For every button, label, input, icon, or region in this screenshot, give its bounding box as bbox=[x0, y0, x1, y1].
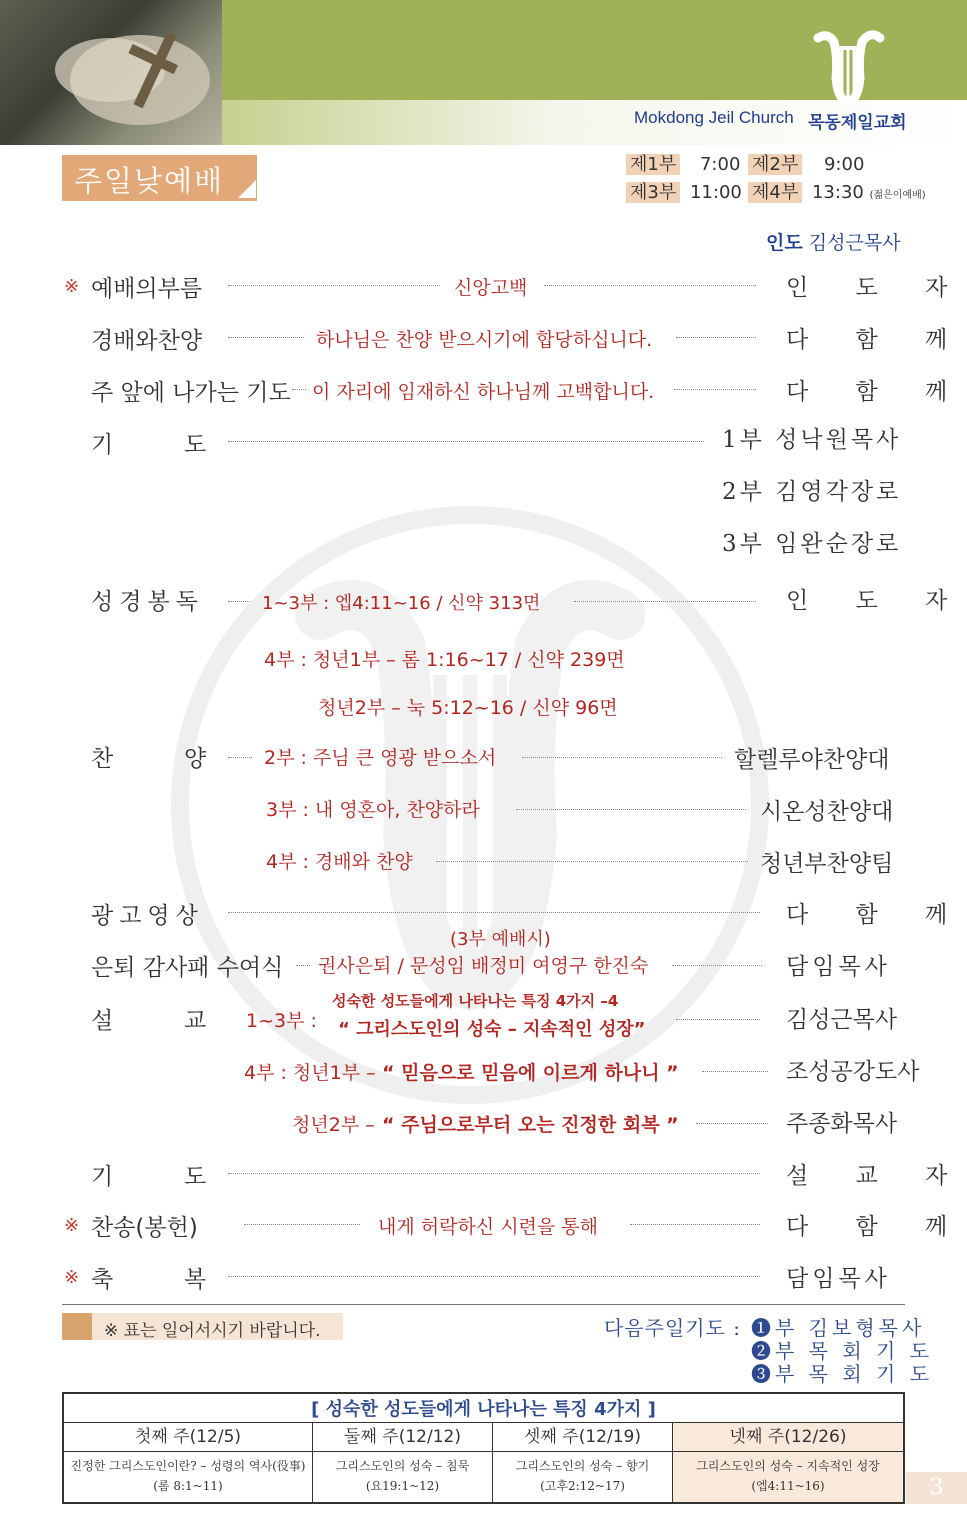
stand-note: ※ 표는 일어서시기 바랍니다. bbox=[104, 1321, 321, 1341]
stand-mark: ※ bbox=[64, 276, 80, 297]
retire-label: 은퇴 감사패 수여식 bbox=[91, 955, 284, 981]
service-1 bbox=[626, 153, 740, 177]
leader-dots bbox=[574, 601, 756, 602]
retire-right: 담임목사 bbox=[786, 954, 891, 980]
sermon-5-prefix: 청년2부 – bbox=[292, 1114, 375, 1136]
church-name-korean: 목동제일교회 bbox=[808, 113, 907, 132]
sermon-label-a: 설 bbox=[91, 1008, 114, 1034]
anthem-right-2: 시온성찬양대 bbox=[760, 799, 894, 825]
leader-dots bbox=[228, 285, 440, 286]
service-2-time: 9:00 bbox=[823, 154, 865, 175]
divider bbox=[62, 1304, 905, 1305]
table-cell-1-line1: 진정한 그리스도인이란? – 성령의 역사(役事) bbox=[70, 1459, 306, 1473]
leader-dots bbox=[702, 1071, 768, 1072]
anthem-content-1: 2부 : 주님 큰 영광 받으소서 bbox=[264, 747, 497, 769]
prayer-right-1: 1부 성낙원목사 bbox=[722, 427, 902, 453]
page-number: 3 bbox=[906, 1472, 967, 1504]
table-head-4 bbox=[672, 1423, 903, 1451]
leader-dots bbox=[696, 1123, 768, 1124]
leader-dots bbox=[436, 861, 748, 862]
table-cell-4-line1: 그리스도인의 성숙 – 지속적인 성장 bbox=[696, 1459, 880, 1473]
corner-triangle-icon bbox=[238, 180, 256, 202]
leader-name: 김성근목사 bbox=[808, 232, 901, 254]
anthem-content-3: 4부 : 경배와 찬양 bbox=[266, 851, 413, 873]
leader-dots bbox=[244, 1224, 360, 1225]
praise-content: 하나님은 찬양 받으시기에 합당하십니다. bbox=[316, 329, 653, 351]
reading-label: 성경봉독 bbox=[91, 589, 204, 615]
anthem-right-1: 할렐루야찬양대 bbox=[734, 747, 890, 773]
leader-dots bbox=[228, 757, 252, 758]
praise-right: 다 함 께 bbox=[786, 327, 967, 353]
table-cell-3-line2: (고후2:12~17) bbox=[540, 1479, 625, 1493]
church-name-english: Mokdong Jeil Church bbox=[634, 108, 794, 127]
service-3 bbox=[626, 181, 742, 205]
sermon-4-title: “ 믿음으로 믿음에 이르게 하나니 ” bbox=[382, 1062, 679, 1084]
sermon-5-title: “ 주님으로부터 오는 진정한 회복 ” bbox=[382, 1114, 679, 1136]
sermon-title: “ 그리스도인의 성숙 – 지속적인 성장” bbox=[338, 1019, 646, 1040]
reading-content-3: 청년2부 – 눅 5:12~16 / 신약 96면 bbox=[318, 697, 618, 719]
reading-content-2: 4부 : 청년1부 – 롬 1:16~17 / 신약 239면 bbox=[264, 649, 625, 671]
sermon-4-prefix: 4부 : 청년1부 – bbox=[244, 1062, 376, 1084]
leader-dots bbox=[228, 912, 760, 913]
service-4 bbox=[748, 181, 926, 205]
table-cell-4-line2: (엡4:11~16) bbox=[751, 1479, 825, 1493]
approach-prayer-right: 다 함 께 bbox=[786, 379, 967, 405]
stand-mark: ※ bbox=[64, 1215, 80, 1236]
service-4-label: 제4부 bbox=[748, 182, 802, 203]
prayer-label-b: 도 bbox=[184, 432, 207, 458]
reading-content: 1~3부 : 엡4:11~16 / 신약 313면 bbox=[262, 593, 541, 614]
leader-dots bbox=[630, 1224, 760, 1225]
leader-dots bbox=[676, 337, 756, 338]
call-to-worship-content: 신앙고백 bbox=[454, 277, 528, 299]
leader-line bbox=[766, 228, 901, 255]
table-cell-2-line1: 그리스도인의 성숙 – 침묵 bbox=[335, 1459, 470, 1473]
hymn-content: 내게 허락하신 시련을 통해 bbox=[378, 1216, 599, 1238]
page-title: 주일낮예배 bbox=[74, 164, 225, 198]
next-prayer-label: 다음주일기도 : bbox=[604, 1316, 742, 1340]
video-label: 광고영상 bbox=[91, 903, 204, 929]
leader-dots bbox=[544, 285, 756, 286]
leader-dots bbox=[672, 965, 762, 966]
service-3-time: 11:00 bbox=[689, 182, 742, 203]
series-table-title: [ 성숙한 성도들에게 나타나는 특징 4가지 ] bbox=[311, 1399, 656, 1420]
leader-dots bbox=[522, 757, 722, 758]
praise-label: 경배와찬양 bbox=[91, 328, 203, 354]
approach-prayer-content: 이 자리에 임재하신 하나님께 고백합니다. bbox=[312, 381, 655, 403]
table-cell-3-line1: 그리스도인의 성숙 – 향기 bbox=[515, 1459, 650, 1473]
anthem-right-3: 청년부찬양팀 bbox=[760, 851, 894, 877]
leader-dots bbox=[228, 1276, 760, 1277]
leader-dots bbox=[674, 389, 756, 390]
leader-label: 인도 bbox=[766, 232, 803, 254]
table-cell-2-line2: (요19:1~12) bbox=[365, 1479, 440, 1493]
call-to-worship-label: 예배의부름 bbox=[91, 276, 203, 302]
leader-dots bbox=[228, 337, 304, 338]
call-to-worship-right: 인 도 자 bbox=[786, 275, 967, 301]
sermon-series: 성숙한 성도들에게 나타나는 특징 4가지 –4 bbox=[332, 992, 619, 1010]
service-3-label: 제3부 bbox=[626, 182, 680, 203]
table-head-2-text: 둘째 주(12/12) bbox=[344, 1427, 461, 1447]
sermon-4-right: 조성공강도사 bbox=[786, 1059, 920, 1085]
leader-dots bbox=[296, 965, 310, 966]
table-head-1 bbox=[64, 1423, 312, 1451]
anthem-label-b: 양 bbox=[184, 746, 207, 772]
table-cell-2 bbox=[312, 1452, 492, 1502]
table-cell-4 bbox=[672, 1452, 903, 1502]
approach-prayer-label: 주 앞에 나가는 기도 bbox=[91, 380, 291, 406]
service-2-label: 제2부 bbox=[748, 154, 802, 175]
leader-dots bbox=[228, 441, 704, 442]
blessing-label-b: 복 bbox=[184, 1267, 207, 1293]
anthem-content-2: 3부 : 내 영혼아, 찬양하라 bbox=[266, 799, 480, 821]
lyre-dove-icon bbox=[808, 28, 888, 110]
leader-dots bbox=[228, 601, 250, 602]
prayer-right-3: 3부 임완순장로 bbox=[722, 531, 902, 557]
leader-dots bbox=[676, 1019, 760, 1020]
table-cell-1 bbox=[64, 1456, 312, 1502]
leader-dots bbox=[292, 389, 306, 390]
table-cell-1-line2: (롬 8:1~11) bbox=[153, 1479, 223, 1493]
table-head-4-text: 넷째 주(12/26) bbox=[729, 1427, 847, 1447]
prayer-right-2: 2부 김영각장로 bbox=[722, 479, 902, 505]
leader-dots bbox=[516, 809, 746, 810]
next-prayer-1: ❶부 김보형목사 bbox=[751, 1316, 926, 1340]
table-head-3-text: 셋째 주(12/19) bbox=[524, 1427, 641, 1447]
service-4-time: 13:30 bbox=[811, 182, 864, 203]
anthem-label-a: 찬 bbox=[91, 746, 114, 772]
service-1-label: 제1부 bbox=[626, 154, 680, 175]
sermon-prefix: 1~3부 : bbox=[246, 1010, 317, 1032]
stand-mark: ※ bbox=[64, 1267, 80, 1288]
retire-content: 권사은퇴 / 문성임 배정미 여영구 한진숙 bbox=[318, 955, 649, 977]
hymn-label: 찬송(봉헌) bbox=[91, 1215, 198, 1241]
service-4-note: (젊은이예배) bbox=[869, 190, 926, 201]
prayer2-right: 설 교 자 bbox=[786, 1163, 967, 1189]
table-cell-3 bbox=[492, 1452, 672, 1502]
sermon-5-right: 주종화목사 bbox=[786, 1111, 898, 1137]
next-prayer-2: ❷부 목 회 기 도 bbox=[751, 1339, 934, 1363]
video-right: 다 함 께 bbox=[786, 902, 967, 928]
reading-right: 인 도 자 bbox=[786, 588, 967, 614]
retire-note: (3부 예배시) bbox=[450, 929, 551, 950]
note-square bbox=[62, 1313, 92, 1340]
table-head-3 bbox=[492, 1423, 672, 1451]
praying-hands-photo bbox=[0, 0, 222, 145]
blessing-label-a: 축 bbox=[91, 1267, 114, 1293]
leader-dots bbox=[228, 1173, 760, 1174]
sermon-label-b: 교 bbox=[184, 1008, 207, 1034]
blessing-right: 담임목사 bbox=[786, 1266, 891, 1292]
table-head-1-text: 첫째 주(12/5) bbox=[134, 1427, 242, 1447]
service-2 bbox=[748, 153, 864, 177]
table-head-2 bbox=[312, 1423, 492, 1451]
sermon-right: 김성근목사 bbox=[786, 1007, 898, 1033]
service-1-time: 7:00 bbox=[699, 154, 741, 175]
next-prayer-3: ❸부 목 회 기 도 bbox=[751, 1362, 934, 1386]
hymn-right: 다 함 께 bbox=[786, 1214, 967, 1240]
prayer2-label-b: 도 bbox=[184, 1164, 207, 1190]
prayer-label-a: 기 bbox=[91, 432, 114, 458]
prayer2-label-a: 기 bbox=[91, 1164, 114, 1190]
